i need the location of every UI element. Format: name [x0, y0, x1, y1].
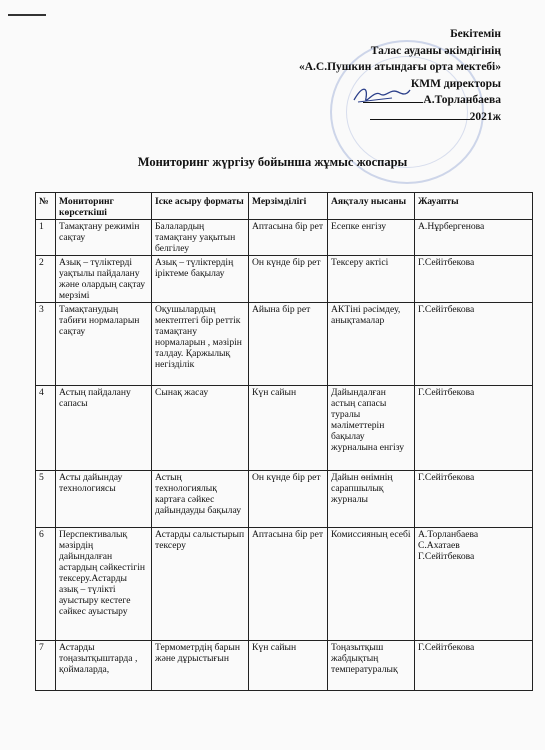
cell-indicator: Астың пайдалану сапасы [56, 386, 152, 471]
cell-number: 2 [36, 256, 56, 303]
cell-completion: Есепке енгізу [328, 220, 415, 256]
corner-mark [8, 14, 46, 16]
table-row [36, 528, 533, 641]
cell-frequency: Аптасына бір рет [249, 220, 328, 256]
cell-number: 4 [36, 386, 56, 471]
cell-indicator: Азық – түліктерді уақтылы пайдалану және олардың сақтау мерзімі [56, 256, 152, 303]
table-row [36, 220, 533, 256]
cell-responsible: Г.Сейітбекова [415, 471, 533, 528]
table-row [36, 386, 533, 471]
cell-indicator: Тамақтану режимін сақтау [56, 220, 152, 256]
cell-format: Астың технологиялық картаға сәйкес дайындауды бақылау [152, 471, 249, 528]
cell-responsible: Г.Сейітбекова [415, 256, 533, 303]
approval-line-6 [299, 109, 501, 126]
cell-completion: Дайындалған астың сапасы туралы мәліметтерін бақылау журналына енгізу [328, 386, 415, 471]
cell-responsible: А.Нұрбергенова [415, 220, 533, 256]
cell-format: Азық – түліктердің іріктеме бақылау [152, 256, 249, 303]
approval-line-4: КММ директоры [410, 77, 501, 90]
cell-format: Термометрдің барын және дұрыстығын [152, 641, 249, 691]
table-row [36, 471, 533, 528]
cell-frequency: Он күнде бір рет [249, 471, 328, 528]
cell-responsible: Г.Сейітбекова [415, 386, 533, 471]
cell-completion: Тексеру актісі [328, 256, 415, 303]
header-format: Іске асыру форматы [152, 193, 249, 220]
cell-indicator: Тамақтанудың табиғи нормаларын сақтау [56, 303, 152, 386]
cell-indicator: Астарды тоңазытқыштарда , қоймаларда, [56, 641, 152, 691]
approval-block [299, 26, 501, 125]
cell-format: Астарды салыстырып тексеру [152, 528, 249, 641]
signature-icon [352, 82, 412, 108]
cell-responsible: Г.Сейітбекова [415, 303, 533, 386]
monitoring-plan-table [35, 192, 533, 691]
cell-responsible: А.Торланбаева С.Ахатаев Г.Сейітбекова [415, 528, 533, 641]
cell-number: 7 [36, 641, 56, 691]
approval-line-2: Талас ауданы әкімдігінің [370, 44, 501, 57]
director-name: А.Торланбаева [423, 94, 501, 106]
cell-number: 5 [36, 471, 56, 528]
table-row [36, 256, 533, 303]
cell-number: 1 [36, 220, 56, 256]
cell-frequency: Күн сайын [249, 386, 328, 471]
approval-line-1: Бекітемін [450, 28, 501, 40]
cell-frequency: Айына бір рет [249, 303, 328, 386]
cell-completion: Дайын өнімнің сарапшылық журналы [328, 471, 415, 528]
page-title: Мониторинг жүргізу бойынша жұмыс жоспары [137, 155, 408, 169]
table-header-row [36, 193, 533, 220]
approval-year: 2021ж [469, 110, 501, 123]
cell-frequency: Күн сайын [249, 641, 328, 691]
cell-responsible: Г.Сейітбекова [415, 641, 533, 691]
cell-indicator: Асты дайындау технологиясы [56, 471, 152, 528]
cell-format: Сынақ жасау [152, 386, 249, 471]
cell-format: Оқушылардың мектептегі бір реттік тамақтану нормаларын , мәзірін талдау. Қаржылық негізділік [152, 303, 249, 386]
header-number: № [36, 193, 56, 220]
header-completion: Аяқталу нысаны [328, 193, 415, 220]
table-row [36, 303, 533, 386]
cell-completion: Комиссияның есебі [328, 528, 415, 641]
cell-format: Балалардың тамақтану уақытын белгілеу [152, 220, 249, 256]
cell-frequency: Аптасына бір рет [249, 528, 328, 641]
cell-frequency: Он күнде бір рет [249, 256, 328, 303]
cell-indicator: Перспективалық мәзірдің дайындалған астардың сәйкестігін тексеру.Астарды азық – түлікті ауыстыру кестеге сәйкес ауыстыру [56, 528, 152, 641]
cell-number: 6 [36, 528, 56, 641]
header-indicator: Мониторинг көрсеткіші [56, 193, 152, 220]
approval-line-3: «А.С.Пушкин атындағы орта мектебі» [298, 61, 501, 73]
table-row [36, 641, 533, 691]
cell-number: 3 [36, 303, 56, 386]
header-frequency: Мерзімділігі [249, 193, 328, 220]
cell-completion: Тоңазытқыш жабдықтың температуралық [328, 641, 415, 691]
header-responsible: Жауапты [415, 193, 533, 220]
cell-completion: АКТіні рәсімдеу, анықтамалар [328, 303, 415, 386]
